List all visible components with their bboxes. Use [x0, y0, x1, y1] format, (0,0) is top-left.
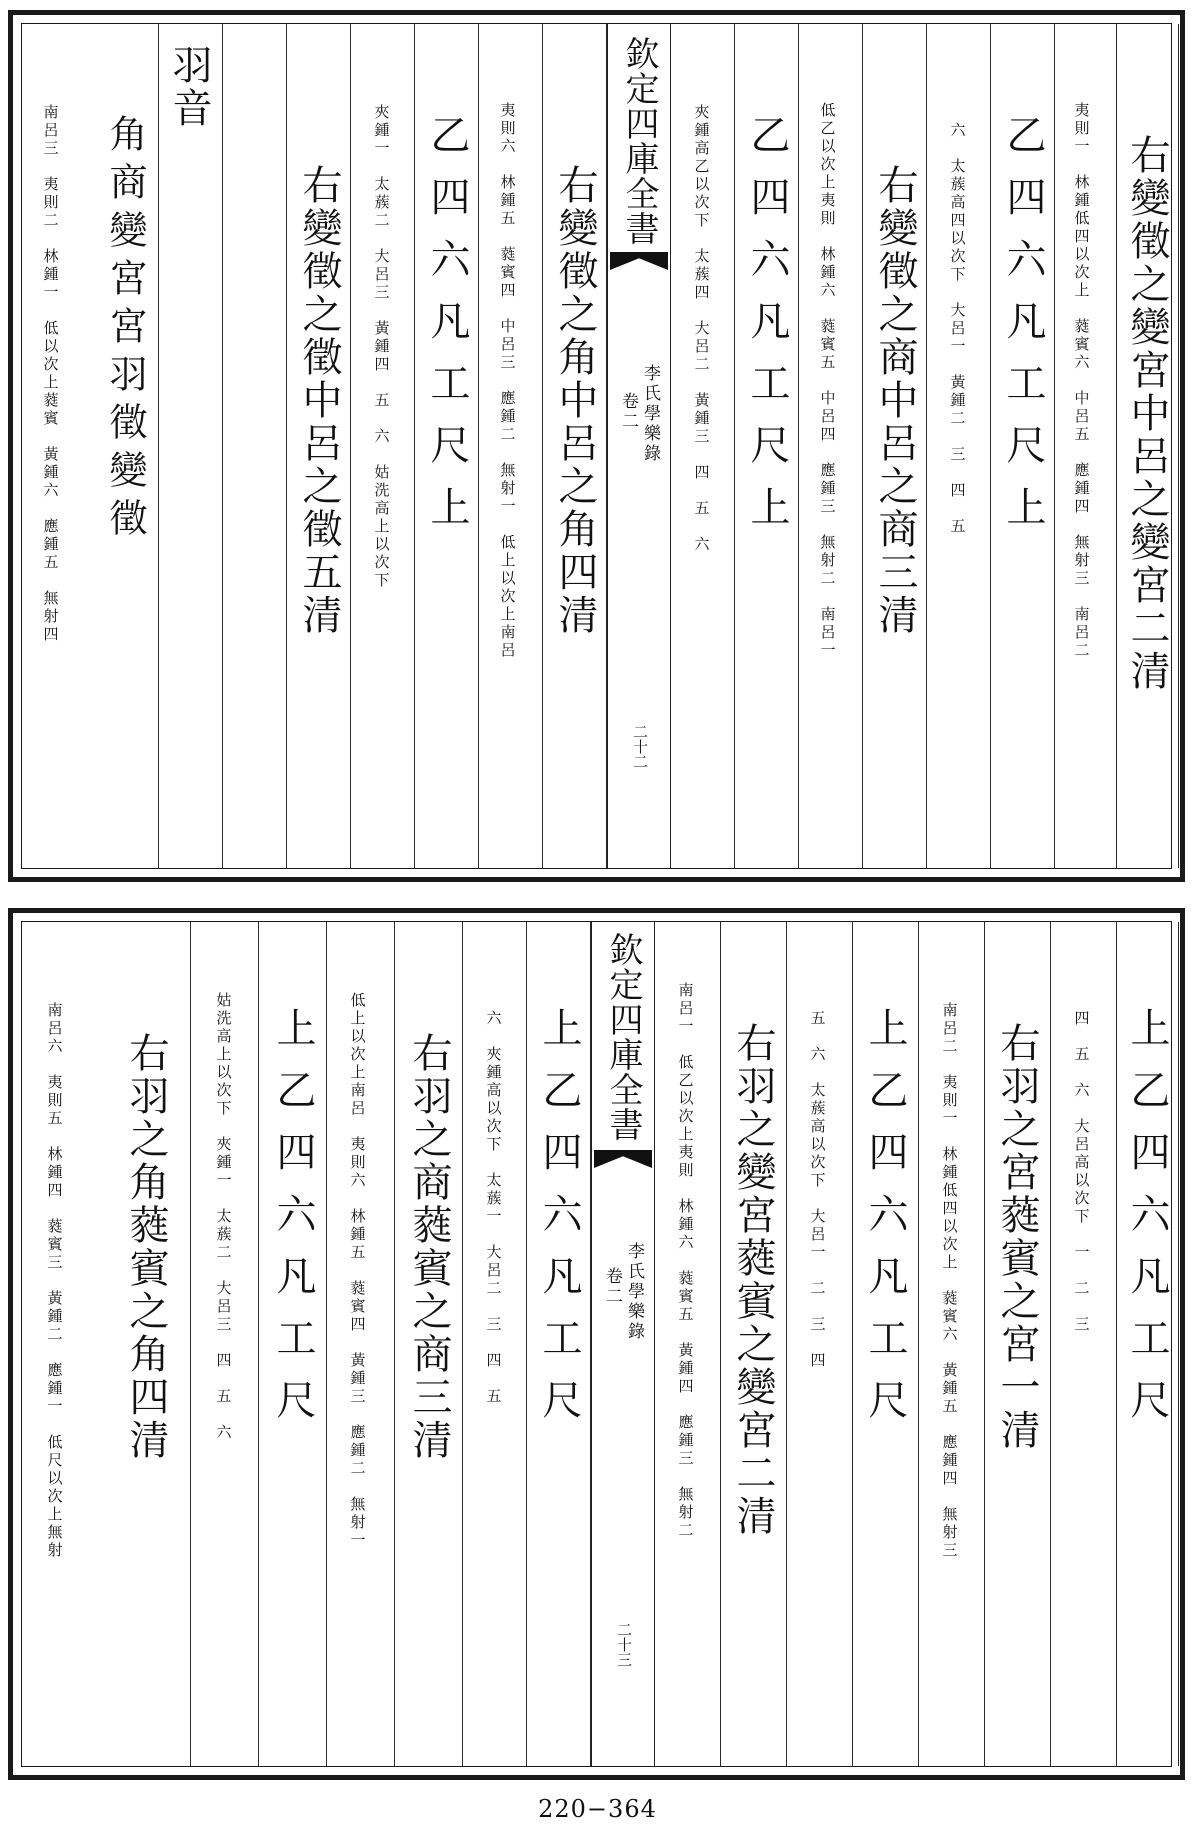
column [735, 24, 799, 868]
column [259, 922, 327, 1766]
center-column [607, 24, 671, 868]
gongche-notes: 上乙四六凡工尺 [862, 1007, 908, 1441]
column [191, 922, 259, 1766]
gongche-notes: 乙四六凡工尺上 [744, 114, 790, 548]
bottom-folio [8, 908, 1185, 1780]
column [527, 922, 591, 1766]
column [463, 922, 527, 1766]
column [102, 922, 191, 1766]
column [22, 922, 102, 1766]
pitch-names: 低上以次上南呂 夷則六 林鍾五 蕤賓四 黃鍾三 應鍾二 無射一 [348, 992, 367, 1550]
section-heading: 右變徵之商中呂之商三清 [872, 164, 918, 637]
book-title: 欽定四庫全書 [603, 932, 643, 1142]
column [799, 24, 863, 868]
top-folio-frame [21, 23, 1172, 869]
pitch-names: 南呂一 低乙以次上夷則 林鍾六 蕤賓五 黃鍾四 應鍾三 無射二 [676, 982, 695, 1540]
register-numbers: 六 夾鍾高以次下 太蔟一 大呂二 三 四 五 [484, 1010, 503, 1406]
mode-scale: 角商變宮宮羽徵變徵 [103, 114, 147, 546]
column [991, 24, 1055, 868]
column [395, 922, 463, 1766]
author-title: 李氏學樂錄 [624, 1242, 644, 1342]
pitch-names: 夷則一 林鍾低四以次上 蕤賓六 中呂五 應鍾四 無射三 南呂二 [1072, 102, 1091, 660]
section-heading: 右變徵之角中呂之角四清 [552, 164, 598, 637]
book-title: 欽定四庫全書 [619, 36, 659, 246]
column [919, 922, 985, 1766]
register-numbers: 夾鍾一 太蔟二 大呂三 黃鍾四 五 六 姑洗高上以次下 [372, 104, 391, 590]
gongche-notes: 上乙四六凡工尺 [536, 1007, 582, 1441]
page-code: 220−364 [538, 1795, 657, 1823]
column [927, 24, 991, 868]
column [351, 24, 415, 868]
top-folio [8, 10, 1185, 882]
page-number: 二十三 [615, 1622, 633, 1667]
column [985, 922, 1051, 1766]
gongche-notes: 乙四六凡工尺上 [1000, 114, 1046, 548]
column [853, 922, 919, 1766]
column [863, 24, 927, 868]
column [671, 24, 735, 868]
pitch-names: 夷則六 林鍾五 蕤賓四 中呂三 應鍾二 無射一 低上以次上南呂 [498, 102, 517, 660]
section-heading: 右羽之商蕤賓之商三清 [406, 1032, 452, 1462]
column [287, 24, 351, 868]
column [479, 24, 543, 868]
register-numbers: 五 六 太蔟高以次下 大呂一 二 三 四 [808, 1010, 827, 1370]
section-heading: 右羽之宮蕤賓之宮一清 [994, 1022, 1040, 1452]
author-title: 李氏學樂錄 [640, 364, 660, 464]
gongche-notes: 乙四六凡工尺上 [424, 114, 470, 548]
gongche-notes: 上乙四六凡工尺 [1124, 1007, 1170, 1441]
gongche-notes: 上乙四六凡工尺 [270, 1007, 316, 1441]
column [223, 24, 287, 868]
column [1117, 24, 1179, 868]
register-numbers: 四 五 六 大呂高以次下 一 二 三 [1072, 1010, 1091, 1334]
column [159, 24, 223, 868]
column [415, 24, 479, 868]
volume-label: 卷二 [618, 392, 638, 432]
column [721, 922, 787, 1766]
section-heading: 右變徵之徵中呂之徵五清 [296, 164, 342, 637]
register-numbers: 夾鍾高乙以次下 太蔟四 大呂二 黃鍾三 四 五 六 [692, 104, 711, 554]
section-heading: 右羽之角蕤賓之角四清 [123, 1032, 169, 1462]
bottom-folio-frame [21, 921, 1172, 1767]
register-numbers: 姑洗高上以次下 夾鍾一 太蔟二 大呂三 四 五 六 [214, 992, 233, 1442]
pitch-names: 南呂二 夷則一 林鍾低四以次上 蕤賓六 黃鍾五 應鍾四 無射三 [940, 1002, 959, 1560]
section-heading: 右羽之變宮蕤賓之變宮二清 [730, 1022, 776, 1538]
pitch-names: 南呂六 夷則五 林鍾四 蕤賓三 黃鍾二 應鍾一 低尺以次上無射 [45, 1002, 64, 1560]
fishtail-mark [610, 252, 668, 270]
column [22, 24, 92, 868]
column [543, 24, 607, 868]
fishtail-mark [594, 1150, 652, 1168]
column [655, 922, 721, 1766]
section-title: 羽音 [166, 44, 212, 130]
pitch-names: 南呂三 夷則二 林鍾一 低以次上蕤賓 黃鍾六 應鍾五 無射四 [41, 104, 60, 644]
register-numbers: 六 太蔟高四以次下 大呂一 黃鍾二 三 四 五 [948, 122, 967, 536]
page-number: 二十二 [631, 724, 649, 769]
column [327, 922, 395, 1766]
center-column [591, 922, 655, 1766]
column [1055, 24, 1117, 868]
column [92, 24, 159, 868]
section-heading: 右變徵之變宮中呂之變宮二清 [1124, 134, 1170, 693]
column [1117, 922, 1179, 1766]
column [787, 922, 853, 1766]
volume-label: 卷二 [602, 1267, 622, 1307]
column [1051, 922, 1117, 1766]
pitch-names: 低乙以次上夷則 林鍾六 蕤賓五 中呂四 應鍾三 無射二 南呂一 [818, 102, 837, 660]
